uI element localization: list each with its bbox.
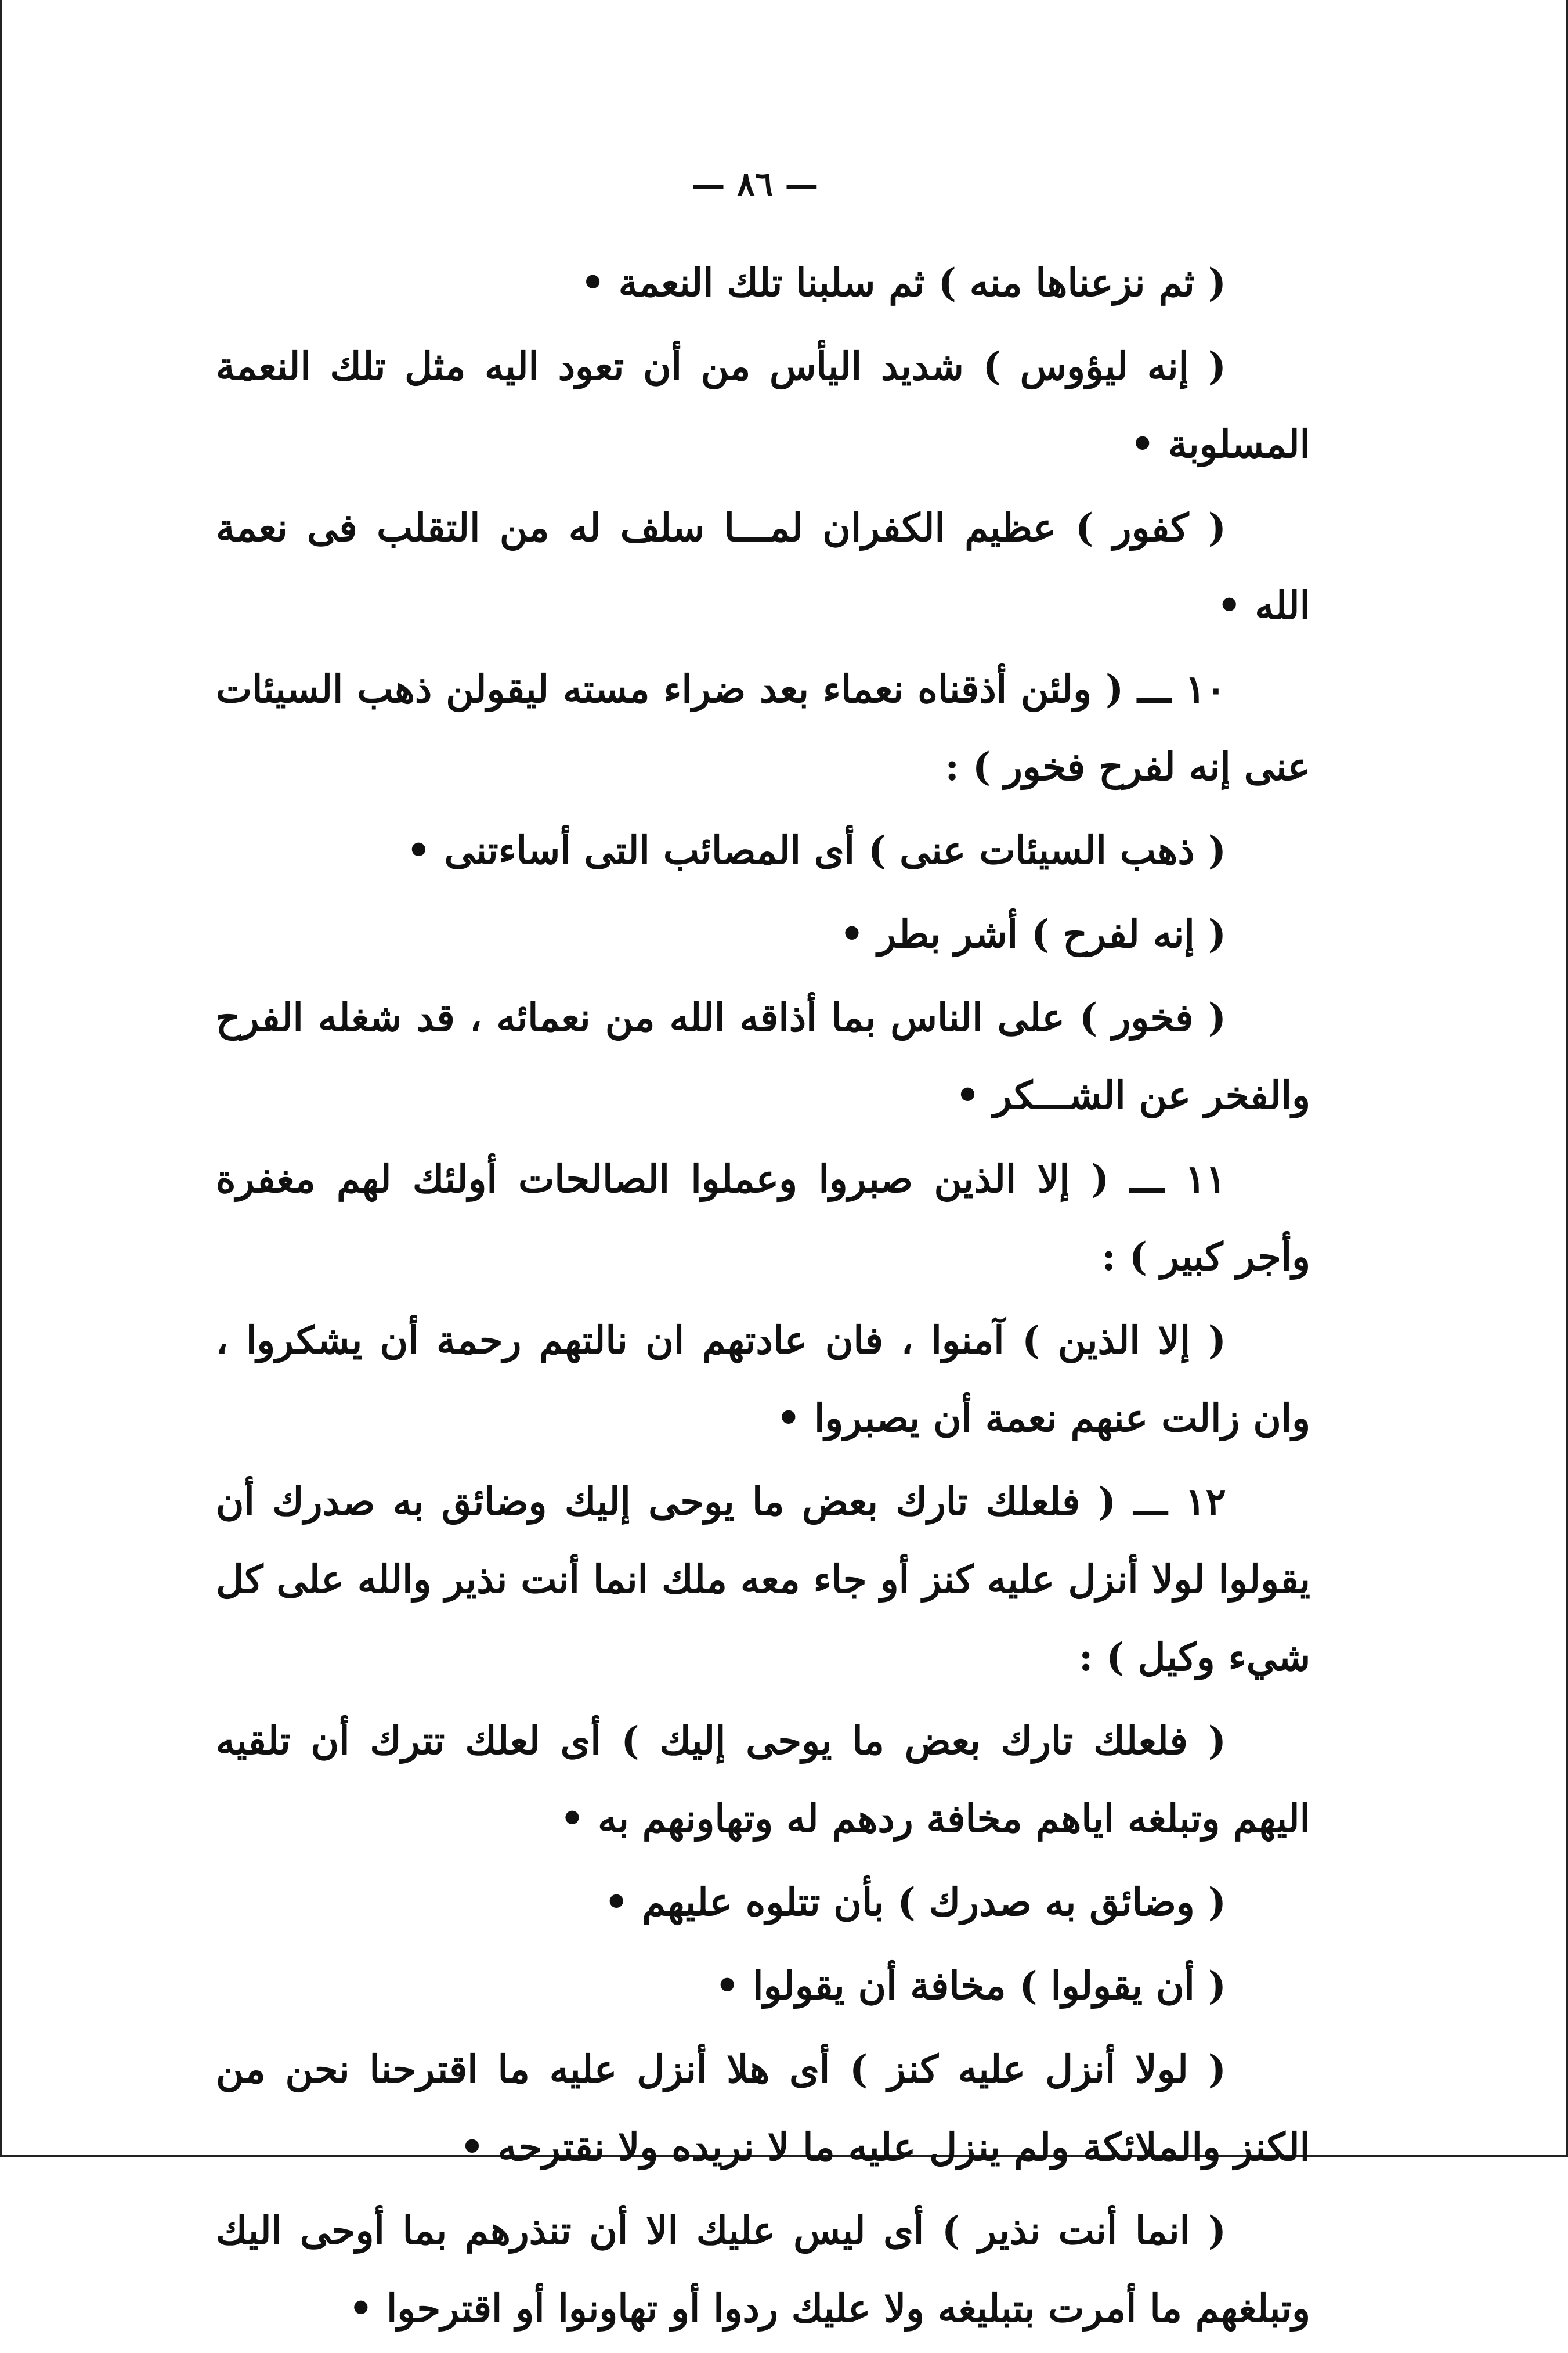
paragraph: ١٠ ـــ ( ولئن أذقناه نعماء بعد ضراء مسته ليقولن ذهب السيئات عنى إنه لفرح فخور ) : [216, 666, 1310, 789]
page-border-right [1566, 0, 1568, 2157]
paragraph: ١٢ ـــ ( فلعلك تارك بعض ما يوحى إليك وضائق به صدرك أن يقولوا لولا أنزل عليه كنز أو جاء معه ملك انما أنت نذير والله على كل شيء وكيل ) : [216, 1479, 1310, 1680]
paragraph: ( أن يقولوا ) مخافة أن يقولوا • [715, 1963, 1226, 2008]
paragraph: ( فلعلك تارك بعض ما يوحى إليك ) أى لعلك تترك أن تلقيه اليهم وتبلغه اياهم مخافة ردهم له وتهاونهم به • [216, 1718, 1310, 1841]
paragraph: ( وضائق به صدرك ) بأن تتلوه عليهم • [604, 1879, 1226, 1925]
paragraph: ( إلا الذين ) آمنوا ، فان عادتهم ان نالتهم رحمة أن يشكروا ، وان زالت عنهم نعمة أن يصبروا • [216, 1318, 1310, 1441]
paragraph: ( إنه ليؤوس ) شديد اليأس من أن تعود اليه مثل تلك النعمة المسلوبة • [216, 344, 1310, 467]
paragraph: ( ذهب السيئات عنى ) أى المصائب التى أساءتنى • [406, 828, 1226, 873]
page-border-left [0, 0, 2, 2157]
page-number: — ٨٦ — [691, 164, 819, 204]
paragraph: ( فخور ) على الناس بما أذاقه الله من نعمائه ، قد شغله الفرح والفخر عن الشـــكر • [216, 995, 1310, 1118]
paragraph: ( ثم نزعناها منه ) ثم سلبنا تلك النعمة • [580, 260, 1226, 305]
paragraph: ( لولا أنزل عليه كنز ) أى هلا أنزل عليه ما اقترحنا نحن من الكنز والملائكة ولم ينزل عليه ما لا نريده ولا نقترحه • [216, 2047, 1310, 2170]
paragraph: ١١ ـــ ( إلا الذين صبروا وعملوا الصالحات أولئك لهم مغفرة وأجر كبير ) : [216, 1156, 1310, 1279]
paragraph: ( انما أنت نذير ) أى ليس عليك الا أن تنذرهم بما أوحى اليك وتبلغهم ما أمرت بتبليغه ولا عليك ردوا أو تهاونوا أو اقترحوا • [216, 2208, 1310, 2331]
paragraph: ( إنه لفرح ) أشر بطر • [839, 911, 1226, 957]
paragraph: ( كفور ) عظيم الكفران لمـــا سلف له من التقلب فى نعمة الله • [216, 505, 1310, 628]
page-body [216, 244, 1310, 2353]
